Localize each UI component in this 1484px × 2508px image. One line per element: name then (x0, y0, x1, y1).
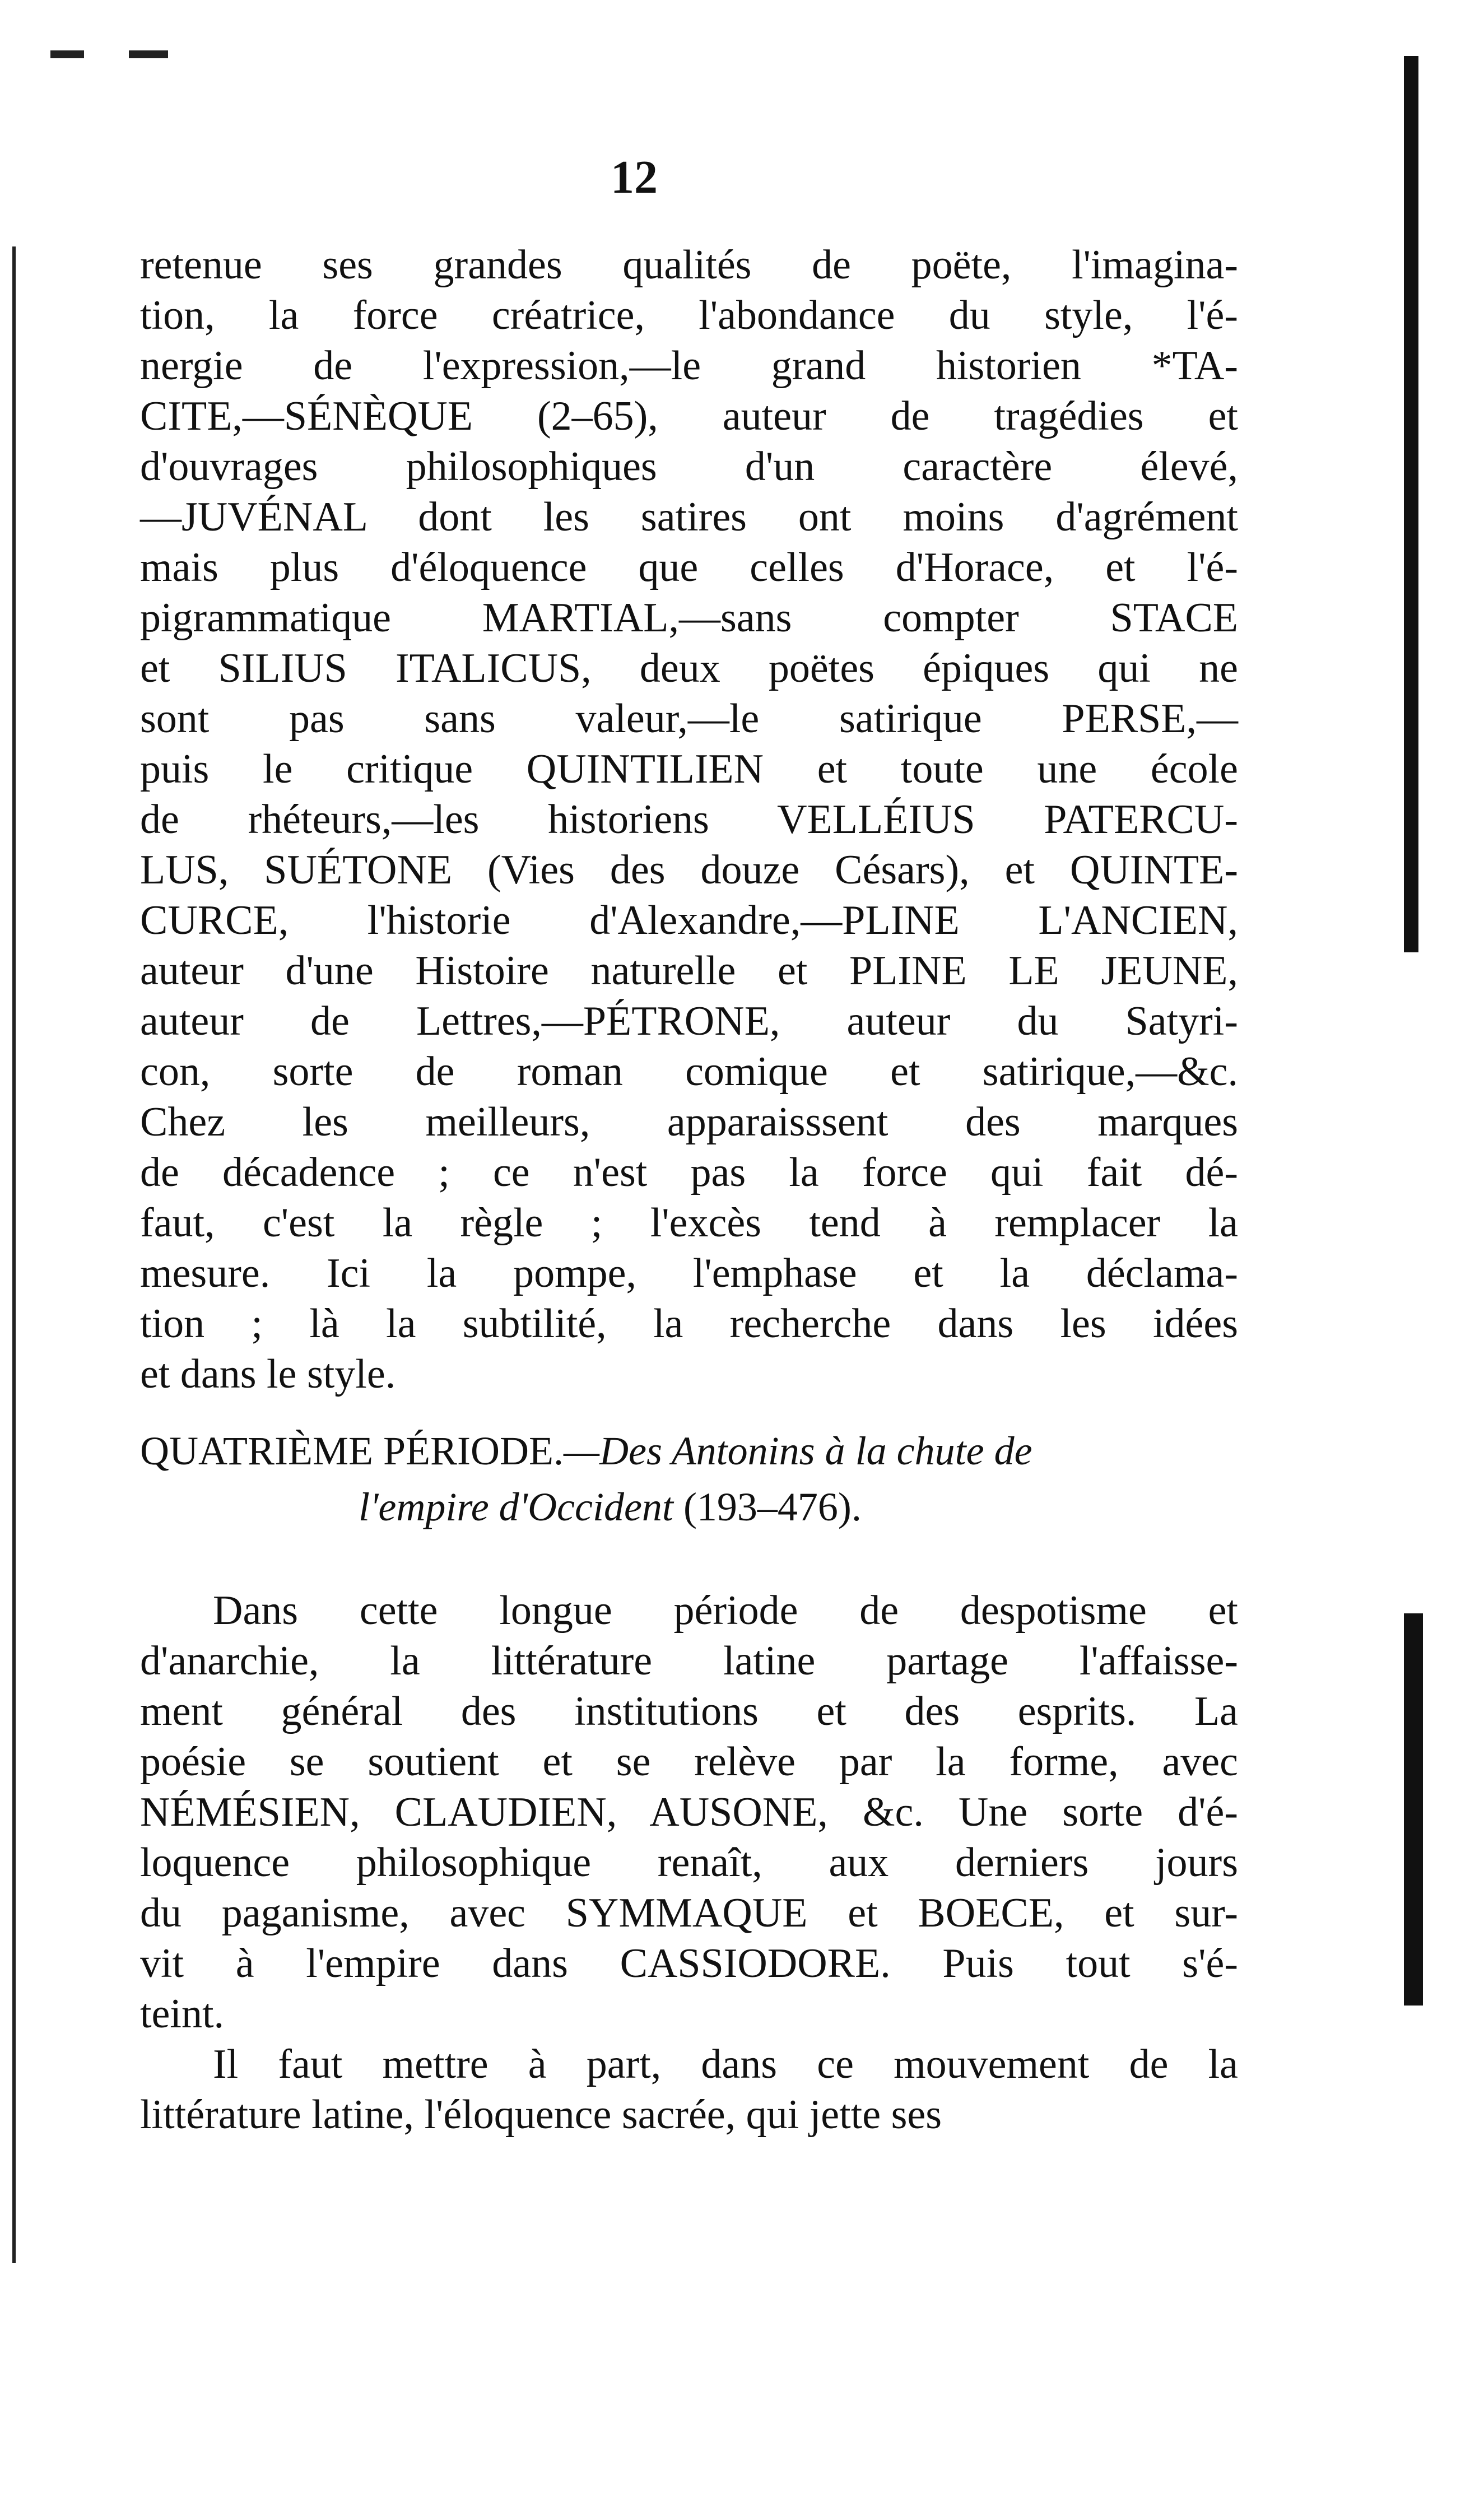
text-line: Il faut mettre à part, dans ce mouvement de la (213, 2041, 1238, 2087)
text-line: tion, la force créatrice, l'abondance du style, l'é- (140, 292, 1238, 338)
scan-edge-line (12, 246, 16, 2263)
text-line: Dans cette longue période de despotisme et (213, 1588, 1238, 1634)
text-line: puis le critique QUINTILIEN et toute une école (140, 746, 1238, 792)
text-line: tion ; là la subtilité, la recherche dans les idées (140, 1301, 1238, 1347)
period-dates: (193–476). (683, 1485, 862, 1529)
text-line: sont pas sans valeur,—le satirique PERSE,— (140, 696, 1238, 742)
text-line: —JUVÉNAL dont les satires ont moins d'agrément (140, 494, 1238, 540)
text-line: loquence philosophique renaît, aux derniers jours (140, 1840, 1238, 1886)
heading-line-2 (140, 1479, 1238, 1535)
period-label: QUATRIÈME PÉRIODE. (140, 1429, 564, 1473)
text-line: CURCE, l'historie d'Alexandre,—PLINE L'ANCIEN, (140, 897, 1238, 943)
scan-edge-shadow (1404, 56, 1418, 952)
text-line: et SILIUS ITALICUS, deux poëtes épiques qui ne (140, 645, 1238, 691)
text-line: de rhéteurs,—les historiens VELLÉIUS PATERCU- (140, 797, 1238, 843)
text-line: NÉMÉSIEN, CLAUDIEN, AUSONE, &c. Une sorte d'é- (140, 1789, 1238, 1835)
page-number: 12 (611, 151, 658, 203)
text-line: nergie de l'expression,—le grand historien *TA- (140, 343, 1238, 389)
text-line: mesure. Ici la pompe, l'emphase et la déclama- (140, 1250, 1238, 1296)
scan-speck (129, 50, 168, 58)
text-line: CITE,—SÉNÈQUE (2–65), auteur de tragédies et (140, 393, 1238, 439)
period-title: —Des Antonins à la chute de (563, 1429, 1032, 1473)
section-heading (140, 1423, 1238, 1535)
period-title-continued: l'empire d'Occident (359, 1485, 673, 1529)
text-line: vit à l'empire dans CASSIODORE. Puis tout s'é- (140, 1941, 1238, 1986)
text-line: d'ouvrages philosophiques d'un caractère élevé, (140, 444, 1238, 490)
text-line: LUS, SUÉTONE (Vies des douze Césars), et QUINTE- (140, 847, 1238, 893)
text-line: teint. (140, 1991, 225, 2037)
paragraph-2 (140, 1585, 1238, 2140)
text-line: mais plus d'éloquence que celles d'Horace, et l'é- (140, 545, 1238, 590)
text-line: auteur de Lettres,—PÉTRONE, auteur du Satyri- (140, 998, 1238, 1044)
scan-edge-shadow (1404, 1613, 1423, 2006)
paragraph-1 (140, 240, 1238, 1399)
scan-speck (50, 50, 84, 58)
text-line: d'anarchie, la littérature latine partage l'affaisse- (140, 1638, 1238, 1684)
text-line: et dans le style. (140, 1351, 396, 1397)
text-line: poésie se soutient et se relève par la forme, avec (140, 1739, 1238, 1785)
text-line: auteur d'une Histoire naturelle et PLINE LE JEUNE, (140, 948, 1238, 994)
text-line: con, sorte de roman comique et satirique,—&c. (140, 1049, 1238, 1095)
text-line: littérature latine, l'éloquence sacrée, qui jette ses (140, 2092, 942, 2138)
heading-line-1 (140, 1423, 1238, 1479)
text-line: faut, c'est la règle ; l'excès tend à remplacer la (140, 1200, 1238, 1246)
text-line: retenue ses grandes qualités de poëte, l'imagina- (140, 242, 1238, 288)
text-line: de décadence ; ce n'est pas la force qui fait dé- (140, 1150, 1238, 1195)
text-line: pigrammatique MARTIAL,—sans compter STACE (140, 595, 1238, 641)
text-line: ment général des institutions et des esprits. La (140, 1688, 1238, 1734)
text-line: du paganisme, avec SYMMAQUE et BOECE, et sur- (140, 1890, 1238, 1936)
text-line: Chez les meilleurs, apparaisssent des marques (140, 1099, 1238, 1145)
